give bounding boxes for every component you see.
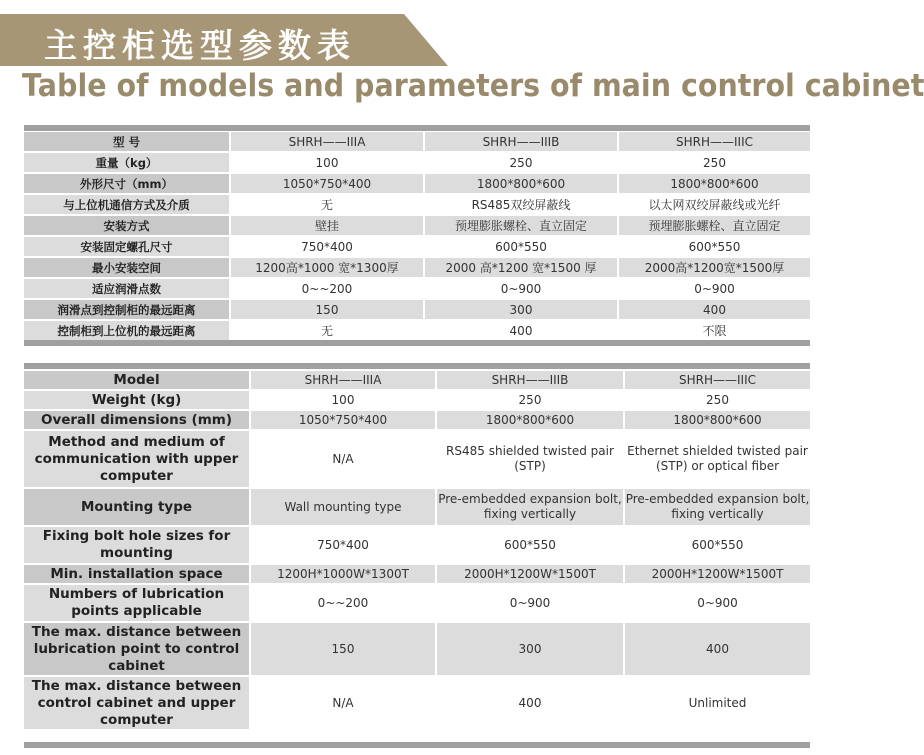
parameter-table-en: [24, 371, 810, 731]
cell-model-2: SHRH——IIIB: [424, 132, 618, 152]
cell-model-3: 1800*800*600: [624, 410, 810, 430]
row-label: Min. installation space: [24, 564, 250, 584]
row-label: 润滑点到控制柜的最远距离: [24, 299, 230, 320]
cell-model-1: 1050*750*400: [230, 173, 424, 194]
row-label: Weight (kg): [24, 390, 250, 410]
cell-model-2: 600*550: [436, 526, 624, 564]
table-row: [24, 564, 810, 584]
cell-model-3: 不限: [618, 320, 810, 341]
table-cn-top-bar: [24, 125, 810, 131]
cell-model-2: 0~900: [424, 278, 618, 299]
row-label: Numbers of lubrication points applicable: [24, 584, 250, 622]
row-label: Overall dimensions (mm): [24, 410, 250, 430]
cell-model-3: Ethernet shielded twisted pair (STP) or optical fiber: [624, 430, 810, 488]
row-label: 型 号: [24, 132, 230, 152]
cell-model-2: SHRH——IIIB: [436, 371, 624, 390]
cell-model-1: 无: [230, 194, 424, 215]
table-en-bottom-bar: [24, 742, 810, 748]
cell-model-2: Pre-embedded expansion bolt, fixing vertically: [436, 488, 624, 526]
cell-model-2: 2000H*1200W*1500T: [436, 564, 624, 584]
table-row: [24, 371, 810, 390]
cell-model-3: 2000H*1200W*1500T: [624, 564, 810, 584]
cell-model-1: 1200高*1000 宽*1300厚: [230, 257, 424, 278]
cell-model-1: 壁挂: [230, 215, 424, 236]
row-label: Fixing bolt hole sizes for mounting: [24, 526, 250, 564]
cell-model-1: 150: [250, 622, 436, 676]
cell-model-1: 1200H*1000W*1300T: [250, 564, 436, 584]
cell-model-1: 150: [230, 299, 424, 320]
row-label: 安装固定螺孔尺寸: [24, 236, 230, 257]
cell-model-2: 预埋膨胀螺栓、直立固定: [424, 215, 618, 236]
table-row: [24, 488, 810, 526]
cell-model-3: 0~900: [618, 278, 810, 299]
row-label: 控制柜到上位机的最远距离: [24, 320, 230, 341]
cell-model-2: RS485双绞屏蔽线: [424, 194, 618, 215]
cell-model-3: 400: [618, 299, 810, 320]
row-label: 最小安装空间: [24, 257, 230, 278]
table-row: [24, 622, 810, 676]
table-row: [24, 410, 810, 430]
cell-model-2: 250: [436, 390, 624, 410]
row-label: Model: [24, 371, 250, 390]
cell-model-1: 无: [230, 320, 424, 341]
cell-model-2: 400: [436, 676, 624, 730]
cell-model-3: Pre-embedded expansion bolt, fixing vertically: [624, 488, 810, 526]
parameter-table-cn: [24, 132, 810, 342]
row-label: 与上位机通信方式及介质: [24, 194, 230, 215]
cell-model-2: 300: [424, 299, 618, 320]
cell-model-3: 600*550: [618, 236, 810, 257]
row-label: The max. distance between lubrication point to control cabinet: [24, 622, 250, 676]
cell-model-2: 0~900: [436, 584, 624, 622]
cell-model-3: 1800*800*600: [618, 173, 810, 194]
cell-model-2: 1800*800*600: [436, 410, 624, 430]
cell-model-3: 预埋膨胀螺栓、直立固定: [618, 215, 810, 236]
row-label: Method and medium of communication with upper computer: [24, 430, 250, 488]
cell-model-2: 250: [424, 152, 618, 173]
cell-model-2: 600*550: [424, 236, 618, 257]
table-row: [24, 132, 810, 152]
cell-model-1: 1050*750*400: [250, 410, 436, 430]
cell-model-1: 100: [230, 152, 424, 173]
cell-model-3: SHRH——IIIC: [618, 132, 810, 152]
cell-model-3: 250: [618, 152, 810, 173]
row-label: The max. distance between control cabinet and upper computer: [24, 676, 250, 730]
table-row: [24, 320, 810, 341]
table-row: [24, 152, 810, 173]
cell-model-2: RS485 shielded twisted pair (STP): [436, 430, 624, 488]
cell-model-1: 750*400: [250, 526, 436, 564]
row-label: Mounting type: [24, 488, 250, 526]
row-label: 重量（kg）: [24, 152, 230, 173]
cell-model-1: 100: [250, 390, 436, 410]
table-row: [24, 430, 810, 488]
cell-model-1: N/A: [250, 430, 436, 488]
table-cn-bottom-bar: [24, 340, 810, 346]
cell-model-1: SHRH——IIIA: [250, 371, 436, 390]
row-label: 适应润滑点数: [24, 278, 230, 299]
table-row: [24, 676, 810, 730]
row-label: 安装方式: [24, 215, 230, 236]
table-row: [24, 299, 810, 320]
cell-model-3: 2000高*1200宽*1500厚: [618, 257, 810, 278]
cell-model-3: 250: [624, 390, 810, 410]
table-row: [24, 390, 810, 410]
cell-model-3: 600*550: [624, 526, 810, 564]
cell-model-3: Unlimited: [624, 676, 810, 730]
page-title-en: Table of models and parameters of main control cabinet: [22, 68, 924, 104]
table-row: [24, 215, 810, 236]
table-row: [24, 257, 810, 278]
cell-model-2: 1800*800*600: [424, 173, 618, 194]
cell-model-2: 300: [436, 622, 624, 676]
cell-model-2: 2000 高*1200 宽*1500 厚: [424, 257, 618, 278]
cell-model-1: 0~~200: [230, 278, 424, 299]
page-title-cn: 主控柜选型参数表: [44, 26, 356, 65]
table-row: [24, 194, 810, 215]
cell-model-1: N/A: [250, 676, 436, 730]
row-label: 外形尺寸（mm）: [24, 173, 230, 194]
cell-model-3: SHRH——IIIC: [624, 371, 810, 390]
table-row: [24, 526, 810, 564]
cell-model-1: Wall mounting type: [250, 488, 436, 526]
cell-model-1: 750*400: [230, 236, 424, 257]
table-row: [24, 584, 810, 622]
table-row: [24, 278, 810, 299]
table-row: [24, 236, 810, 257]
cell-model-1: SHRH——IIIA: [230, 132, 424, 152]
cell-model-3: 400: [624, 622, 810, 676]
cell-model-3: 0~900: [624, 584, 810, 622]
cell-model-3: 以太网双绞屏蔽线或光纤: [618, 194, 810, 215]
title-banner: [0, 14, 448, 66]
cell-model-2: 400: [424, 320, 618, 341]
table-en-top-bar: [24, 363, 810, 369]
cell-model-1: 0~~200: [250, 584, 436, 622]
table-row: [24, 173, 810, 194]
